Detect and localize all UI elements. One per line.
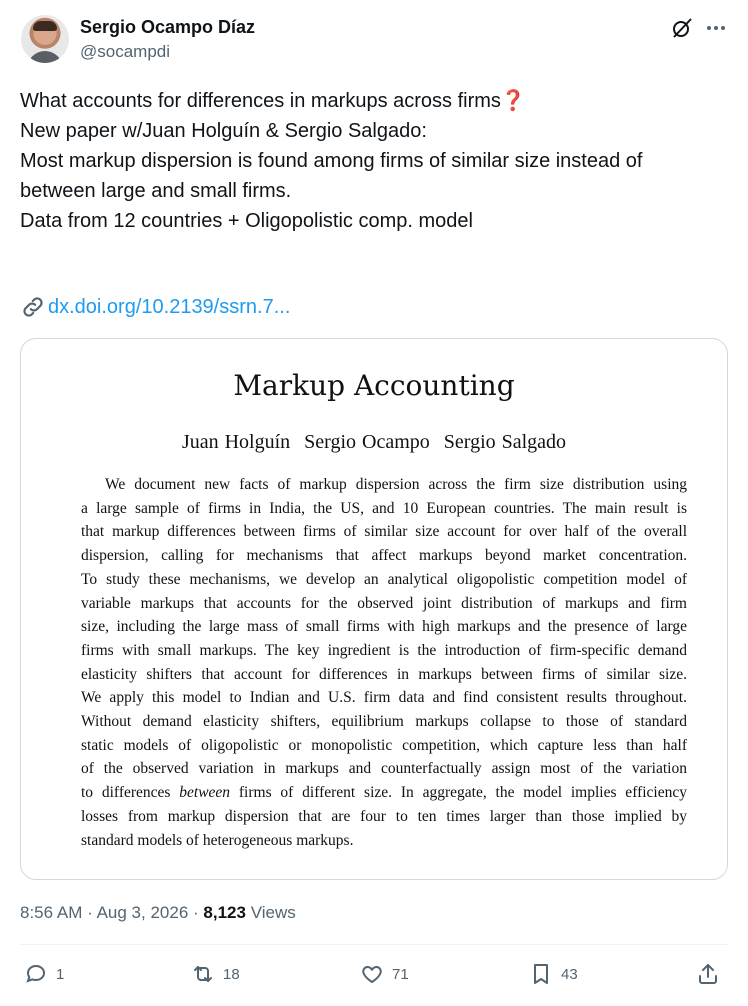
abstract-line: losses from markup dispersion that are four to ten times larger than those implied by	[81, 807, 687, 825]
bookmark-count: 43	[561, 965, 578, 983]
tweet-line: What accounts for differences in markups across firms❓	[20, 90, 526, 112]
abstract-line: of the observed variation in markups and counterfactually assign most of the variation	[81, 760, 687, 778]
paper-author: Juan Holguín	[181, 431, 291, 453]
avatar[interactable]	[21, 15, 69, 63]
grok-icon[interactable]	[670, 16, 694, 40]
meta-separator: ·	[193, 903, 199, 922]
view-count: 8,123	[203, 903, 246, 922]
share-button[interactable]	[696, 962, 720, 986]
tweet-time[interactable]: 8:56 AM	[20, 903, 83, 922]
abstract-line: that markup differences between firms of similar size account for over half of the overall	[81, 523, 687, 541]
link-icon	[20, 294, 46, 320]
abstract-line: elasticity shifters that account for differences in markups between firms of similar size.	[81, 665, 687, 683]
doi-link[interactable]	[20, 294, 290, 320]
abstract-line: dispersion, calling for mechanisms that affect markups beyond market concentration.	[81, 547, 687, 565]
abstract-line: standard models of heterogeneous markups.	[81, 831, 354, 849]
abstract-line: To study these mechanisms, we develop an analytical oligopolistic competition model of	[81, 570, 687, 588]
heart-icon	[360, 962, 384, 986]
paper-image-card[interactable]	[20, 338, 728, 880]
paper-author: Sergio Ocampo	[304, 431, 430, 453]
meta-separator: ·	[87, 903, 93, 922]
abstract-line: firms with small markups. The key ingredient is the introduction of firm-specific demand	[81, 641, 687, 659]
abstract-line: Without demand elasticity shifters, equilibrium markups collapse to those of standard	[81, 713, 687, 731]
repost-count: 18	[223, 965, 240, 983]
share-icon	[696, 962, 720, 986]
tweet-date[interactable]: Aug 3, 2026	[96, 903, 189, 922]
bookmark-button[interactable]	[529, 962, 578, 986]
tweet-line: Most markup dispersion is found among firms of similar size instead of	[20, 150, 643, 172]
reply-count: 1	[56, 965, 65, 983]
tweet-text	[20, 86, 720, 236]
more-icon[interactable]	[704, 16, 728, 40]
abstract-line: static models of oligopolistic or monopolistic competition, which capture less than half	[81, 736, 687, 754]
abstract-line: We document new facts of markup dispersion across the firm size distribution using	[105, 476, 687, 493]
divider	[20, 944, 728, 945]
repost-icon	[191, 962, 215, 986]
abstract-line: size, including the large mass of small firms with high markups and the presence of large	[81, 618, 687, 636]
abstract-line: variable markups that accounts for the observed joint distribution of markups and firm	[81, 594, 687, 612]
paper-abstract	[81, 473, 687, 852]
abstract-line: a large sample of firms in India, the US, and 10 European countries. The main result is	[81, 499, 687, 517]
paper-title: Markup Accounting	[233, 369, 515, 402]
author-name[interactable]: Sergio Ocampo Díaz	[80, 17, 256, 37]
repost-button[interactable]	[191, 962, 240, 986]
views-label: Views	[250, 903, 296, 922]
like-count: 71	[392, 965, 409, 983]
abstract-line: We apply this model to Indian and U.S. firm data and find consistent results throughout.	[81, 689, 687, 707]
paper-authors	[21, 431, 727, 454]
paper-author: Sergio Salgado	[443, 431, 567, 453]
tweet-line: Data from 12 countries + Oligopolistic comp. model	[20, 210, 473, 232]
tweet-line: New paper w/Juan Holguín & Sergio Salgado:	[20, 120, 427, 142]
abstract-line: to differences between firms of different size. In aggregate, the model implies efficiency	[81, 784, 687, 802]
reply-button[interactable]	[24, 962, 64, 986]
tweet-line: between large and small firms.	[20, 180, 292, 202]
like-button[interactable]	[360, 962, 409, 986]
link-text[interactable]: dx.doi.org/10.2139/ssrn.7...	[48, 295, 291, 318]
author-handle[interactable]: @socampdi	[80, 42, 171, 61]
bookmark-icon	[529, 962, 553, 986]
question-emoji: ❓	[500, 90, 526, 112]
reply-icon	[24, 962, 48, 986]
tweet-meta	[20, 903, 296, 923]
